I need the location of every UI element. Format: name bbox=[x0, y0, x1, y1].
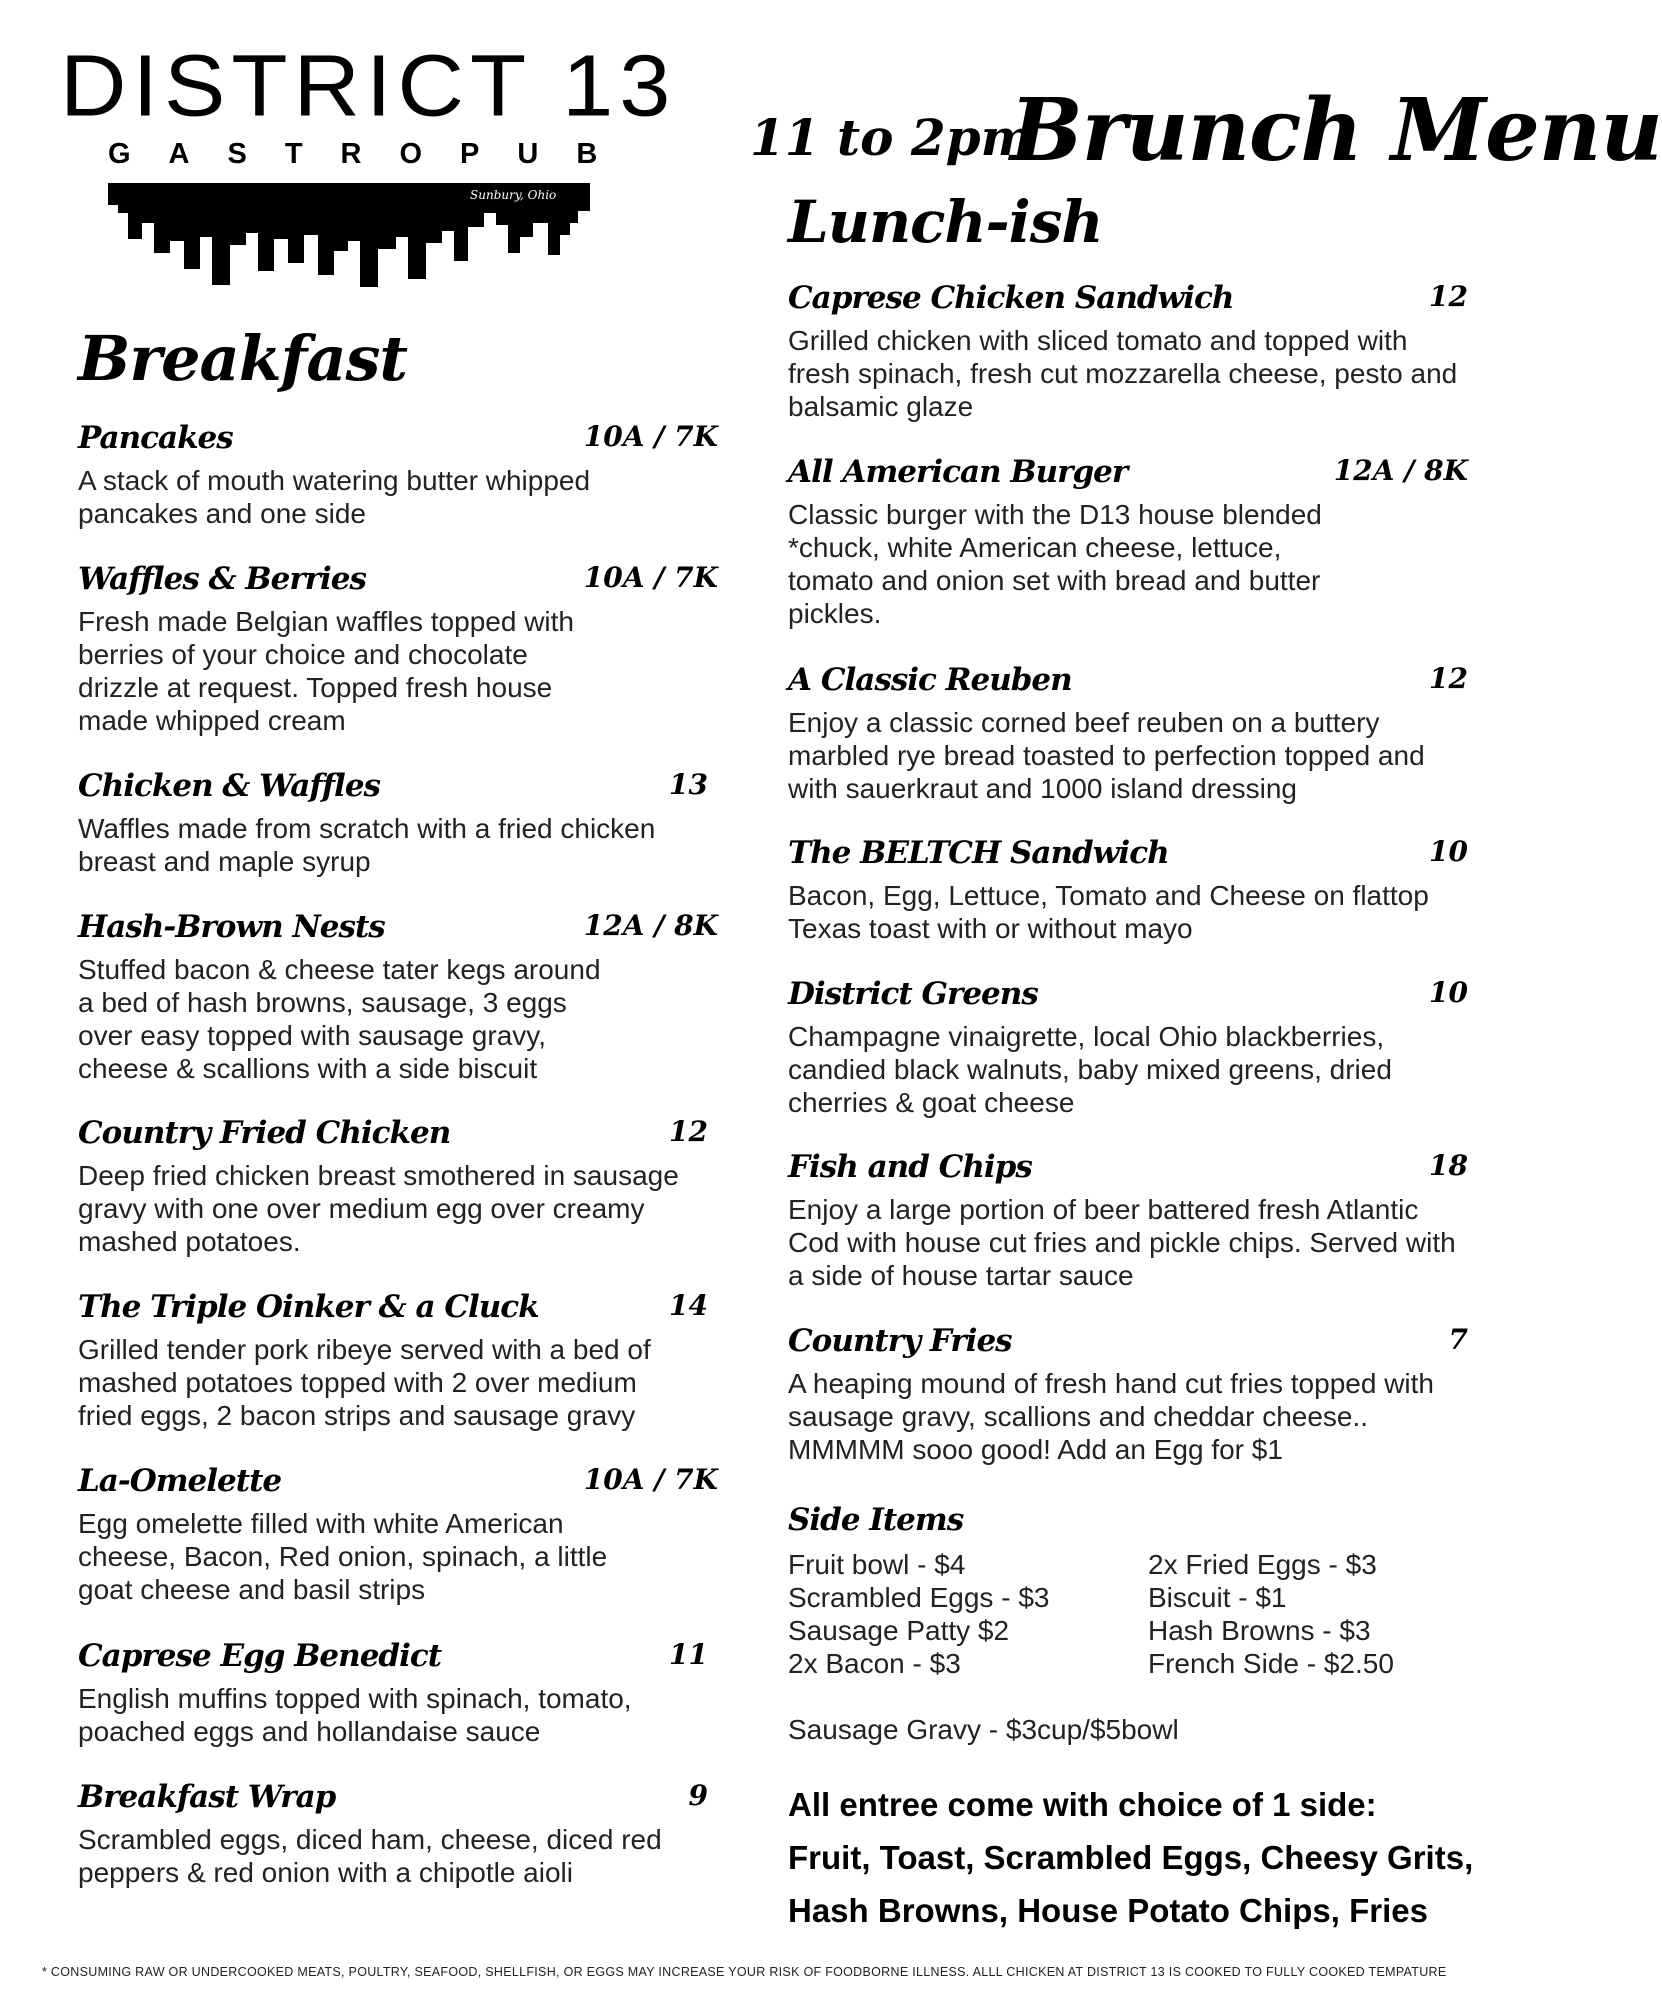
menu-item-price: 10A / 7K bbox=[583, 561, 718, 594]
side-items-right-column bbox=[1148, 1548, 1394, 1680]
lunch-title: Lunch-ish bbox=[788, 188, 1103, 256]
menu-item-price: 11 bbox=[669, 1638, 708, 1671]
menu-item-description: A heaping mound of fresh hand cut fries topped with sausage gravy, scallions and cheddar cheese.. MMMMM sooo good! Add an Egg for $1 bbox=[788, 1368, 1434, 1465]
side-items-title: Side Items bbox=[788, 1502, 964, 1538]
menu-item-price: 12A / 8K bbox=[1333, 454, 1468, 487]
menu-item-name: Caprese Chicken Sandwich bbox=[788, 280, 1234, 316]
side-item: 2x Bacon - $3 bbox=[788, 1648, 961, 1679]
menu-item-description: Scrambled eggs, diced ham, cheese, diced red peppers & red onion with a chipotle aioli bbox=[78, 1824, 662, 1888]
side-item: Sausage Patty $2 bbox=[788, 1615, 1010, 1646]
food-safety-disclaimer: * CONSUMING RAW OR UNDERCOOKED MEATS, POULTRY, SEAFOOD, SHELLFISH, OR EGGS MAY INCREASE YOUR RISK OF FOODBORNE ILLNESS. ALLL CHICKEN AT DISTRICT 13 IS COOKED TO FULLY COOKED TEMPATURE bbox=[42, 1965, 1447, 1979]
menu-item-description: Stuffed bacon & cheese tater kegs around a bed of hash browns, sausage, 3 eggs over easy topped with sausage gravy, cheese & scallions with a side biscuit bbox=[78, 954, 601, 1084]
menu-item-name: Hash-Brown Nests bbox=[78, 909, 385, 945]
menu-item-description: Enjoy a classic corned beef reuben on a buttery marbled rye bread toasted to perfection topped and with sauerkraut and 1000 island dressing bbox=[788, 707, 1425, 804]
entree-note-heading: All entree come with choice of 1 side: bbox=[788, 1786, 1377, 1823]
menu-item-description: Fresh made Belgian waffles topped with berries of your choice and chocolate drizzle at request. Topped fresh house made whipped cream bbox=[78, 606, 574, 736]
menu-item-name: Caprese Egg Benedict bbox=[78, 1638, 442, 1674]
brunch-time: 11 to 2pm bbox=[750, 108, 1034, 167]
side-item: Scrambled Eggs - $3 bbox=[788, 1582, 1050, 1613]
menu-item-description: English muffins topped with spinach, tomato, poached eggs and hollandaise sauce bbox=[78, 1683, 632, 1747]
menu-item-name: The BELTCH Sandwich bbox=[788, 835, 1169, 871]
menu-item-price: 9 bbox=[688, 1779, 708, 1812]
menu-item-name: Country Fries bbox=[788, 1323, 1012, 1359]
menu-item-name: Waffles & Berries bbox=[78, 561, 366, 597]
menu-item-price: 12 bbox=[1429, 280, 1468, 313]
menu-item-price: 7 bbox=[1448, 1323, 1468, 1356]
menu-item-price: 12 bbox=[669, 1115, 708, 1148]
brunch-title: Brunch Menu bbox=[1010, 80, 1662, 181]
entree-note-sides: Fruit, Toast, Scrambled Eggs, Cheesy Grits, Hash Browns, House Potato Chips, Fries bbox=[788, 1839, 1474, 1929]
menu-item-name: Breakfast Wrap bbox=[78, 1779, 336, 1815]
side-item: Hash Browns - $3 bbox=[1148, 1615, 1371, 1646]
menu-item-name: The Triple Oinker & a Cluck bbox=[78, 1289, 539, 1325]
menu-item-name: Chicken & Waffles bbox=[78, 768, 381, 804]
menu-item-price: 13 bbox=[669, 768, 708, 801]
menu-item-name: District Greens bbox=[788, 976, 1038, 1012]
menu-item-price: 12A / 8K bbox=[583, 909, 718, 942]
sausage-gravy-price: Sausage Gravy - $3cup/$5bowl bbox=[788, 1714, 1179, 1745]
menu-item-description: Classic burger with the D13 house blended *chuck, white American cheese, lettuce, tomato and onion set with bread and butter pickles. bbox=[788, 499, 1322, 629]
logo-subtitle: GASTROPUB bbox=[108, 138, 636, 170]
menu-item-name: All American Burger bbox=[788, 454, 1128, 490]
entree-side-note bbox=[788, 1778, 1508, 1937]
menu-item-price: 14 bbox=[669, 1289, 708, 1322]
side-items-left-column bbox=[788, 1548, 1049, 1680]
menu-item-price: 10 bbox=[1429, 835, 1468, 868]
menu-item-description: Waffles made from scratch with a fried chicken breast and maple syrup bbox=[78, 813, 656, 877]
breakfast-title: Breakfast bbox=[78, 322, 408, 395]
menu-item-description: Grilled tender pork ribeye served with a bed of mashed potatoes topped with 2 over medium fried eggs, 2 bacon strips and sausage gravy bbox=[78, 1334, 651, 1431]
side-item: Biscuit - $1 bbox=[1148, 1582, 1287, 1613]
menu-item-name: Country Fried Chicken bbox=[78, 1115, 451, 1151]
menu-item-price: 12 bbox=[1429, 662, 1468, 695]
menu-item-name: Pancakes bbox=[78, 420, 233, 456]
menu-item-description: Bacon, Egg, Lettuce, Tomato and Cheese on flattop Texas toast with or without mayo bbox=[788, 880, 1429, 944]
menu-item-name: A Classic Reuben bbox=[788, 662, 1072, 698]
menu-item-name: La-Omelette bbox=[78, 1463, 282, 1499]
menu-item-name: Fish and Chips bbox=[788, 1149, 1032, 1185]
menu-item-description: Enjoy a large portion of beer battered fresh Atlantic Cod with house cut fries and pickle chips. Served with a side of house tartar sauce bbox=[788, 1194, 1456, 1291]
menu-item-price: 10 bbox=[1429, 976, 1468, 1009]
menu-item-description: A stack of mouth watering butter whipped pancakes and one side bbox=[78, 465, 591, 529]
menu-item-description: Champagne vinaigrette, local Ohio blackberries, candied black walnuts, baby mixed greens, dried cherries & goat cheese bbox=[788, 1021, 1392, 1118]
menu-item-description: Egg omelette filled with white American cheese, Bacon, Red onion, spinach, a little goat cheese and basil strips bbox=[78, 1508, 608, 1605]
side-item: 2x Fried Eggs - $3 bbox=[1148, 1549, 1377, 1580]
logo-title: DISTRICT 13 bbox=[60, 37, 677, 135]
side-item: French Side - $2.50 bbox=[1148, 1648, 1394, 1679]
menu-item-price: 10A / 7K bbox=[583, 420, 718, 453]
side-item: Fruit bowl - $4 bbox=[788, 1549, 966, 1580]
menu-item-price: 18 bbox=[1429, 1149, 1468, 1182]
menu-item-description: Deep fried chicken breast smothered in sausage gravy with one over medium egg over creamy mashed potatoes. bbox=[78, 1160, 679, 1257]
logo-location: Sunbury, Ohio bbox=[470, 188, 557, 202]
menu-item-price: 10A / 7K bbox=[583, 1463, 718, 1496]
menu-item-description: Grilled chicken with sliced tomato and topped with fresh spinach, fresh cut mozzarella cheese, pesto and balsamic glaze bbox=[788, 325, 1458, 422]
